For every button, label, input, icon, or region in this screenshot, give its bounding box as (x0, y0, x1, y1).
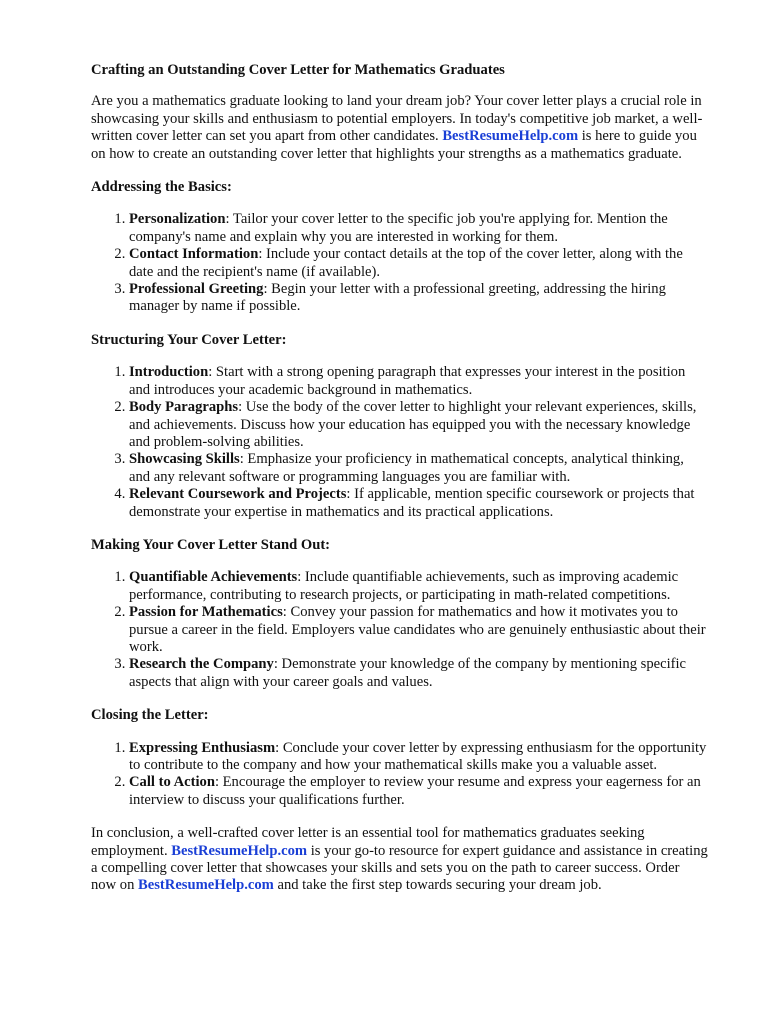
list-item (129, 364, 708, 399)
section-heading-stand-out: Making Your Cover Letter Stand Out: (91, 536, 331, 553)
conclusion-text-1: In conclusion, a well-crafted cover letter is an essential tool for mathematics graduates seeking employment. (91, 825, 645, 859)
item-term: Quantifiable Achievements (129, 569, 298, 586)
list-closing (91, 740, 708, 810)
conclusion-paragraph (91, 825, 708, 895)
conclusion-link-2[interactable]: BestResumeHelp.com (138, 877, 274, 894)
list-item (129, 604, 708, 656)
item-term: Personalization (129, 211, 226, 228)
document-title: Crafting an Outstanding Cover Letter for Mathematics Graduates (91, 62, 505, 78)
section-heading-closing: Closing the Letter: (91, 707, 209, 724)
item-term: Introduction (129, 364, 209, 381)
item-term: Passion for Mathematics (129, 604, 283, 621)
list-item (129, 486, 708, 521)
intro-link[interactable]: BestResumeHelp.com (442, 128, 579, 145)
section-heading-basics: Addressing the Basics: (91, 179, 232, 196)
list-item (129, 451, 708, 486)
item-term: Showcasing Skills (129, 451, 240, 468)
list-item (129, 399, 708, 451)
item-term: Call to Action (129, 774, 215, 791)
conclusion-text-3: and take the first step towards securing your dream job. (273, 877, 602, 894)
item-text: : Tailor your cover letter to the specific job you're applying for. Mention the company's name and explain why you are interested in working for them. (129, 211, 668, 245)
list-item (129, 740, 708, 775)
list-basics (91, 211, 708, 315)
item-text: : Demonstrate your knowledge of the company by mentioning specific aspects that align with your career goals and values. (129, 656, 687, 690)
intro-text-2: is here to guide you on how to create an outstanding cover letter that highlights your strengths as a mathematics graduate. (91, 128, 697, 162)
item-term: Relevant Coursework and Projects (129, 486, 347, 503)
item-term: Contact Information (129, 246, 259, 263)
item-term: Body Paragraphs (129, 399, 239, 416)
list-item (129, 656, 708, 691)
conclusion-link-1[interactable]: BestResumeHelp.com (171, 842, 308, 859)
item-text: : Conclude your cover letter by expressing enthusiasm for the opportunity to contribute to the company and how your mathematical skills make you a valuable asset. (129, 739, 707, 773)
item-term: Expressing Enthusiasm (129, 739, 276, 756)
item-text: : Emphasize your proficiency in mathematical concepts, analytical thinking, and any relevant software or programming languages you are familiar with. (129, 451, 684, 485)
list-item (129, 246, 708, 281)
conclusion-text-2: is your go-to resource for expert guidance and assistance in creating a compelling cover letter that showcases your skills and sets you on the path to career success. Order now on (91, 842, 708, 894)
list-item (129, 774, 708, 809)
intro-text-1: Are you a mathematics graduate looking to land your dream job? Your cover letter plays a crucial role in showcasing your skills and enthusiasm to potential employers. In today's competitive job market, a well-written cover letter can set you apart from other candidates. (91, 93, 703, 145)
item-text: : Begin your letter with a professional greeting, addressing the hiring manager by name if possible. (129, 281, 666, 315)
list-item (129, 281, 708, 316)
item-term: Professional Greeting (129, 281, 264, 298)
intro-paragraph (91, 93, 708, 163)
item-text: : Use the body of the cover letter to highlight your relevant experiences, skills, and achievements. Discuss how your education has equipped you with the necessary knowledge and problem-solving abilities. (129, 399, 697, 450)
item-text: : Include quantifiable achievements, such as improving academic performance, contributing to research projects, or participating in math-related competitions. (129, 569, 679, 603)
item-text: : If applicable, mention specific coursework or projects that demonstrate your expertise in mathematics and its practical applications. (129, 486, 695, 520)
list-item (129, 211, 708, 246)
list-item (129, 569, 708, 604)
item-text: : Convey your passion for mathematics and how it motivates you to pursue a career in the field. Employers value candidates who are genuinely enthusiastic about their work. (129, 604, 706, 655)
list-stand-out (91, 569, 708, 691)
section-heading-structuring: Structuring Your Cover Letter: (91, 331, 287, 348)
list-structuring (91, 364, 708, 521)
item-text: : Include your contact details at the top of the cover letter, along with the date and the recipient's name (if available). (129, 246, 683, 280)
item-text: : Start with a strong opening paragraph that expresses your interest in the position and introduces your academic background in mathematics. (129, 364, 686, 398)
item-term: Research the Company (129, 656, 274, 673)
item-text: : Encourage the employer to review your resume and express your eagerness for an interview to discuss your qualifications further. (129, 774, 701, 808)
